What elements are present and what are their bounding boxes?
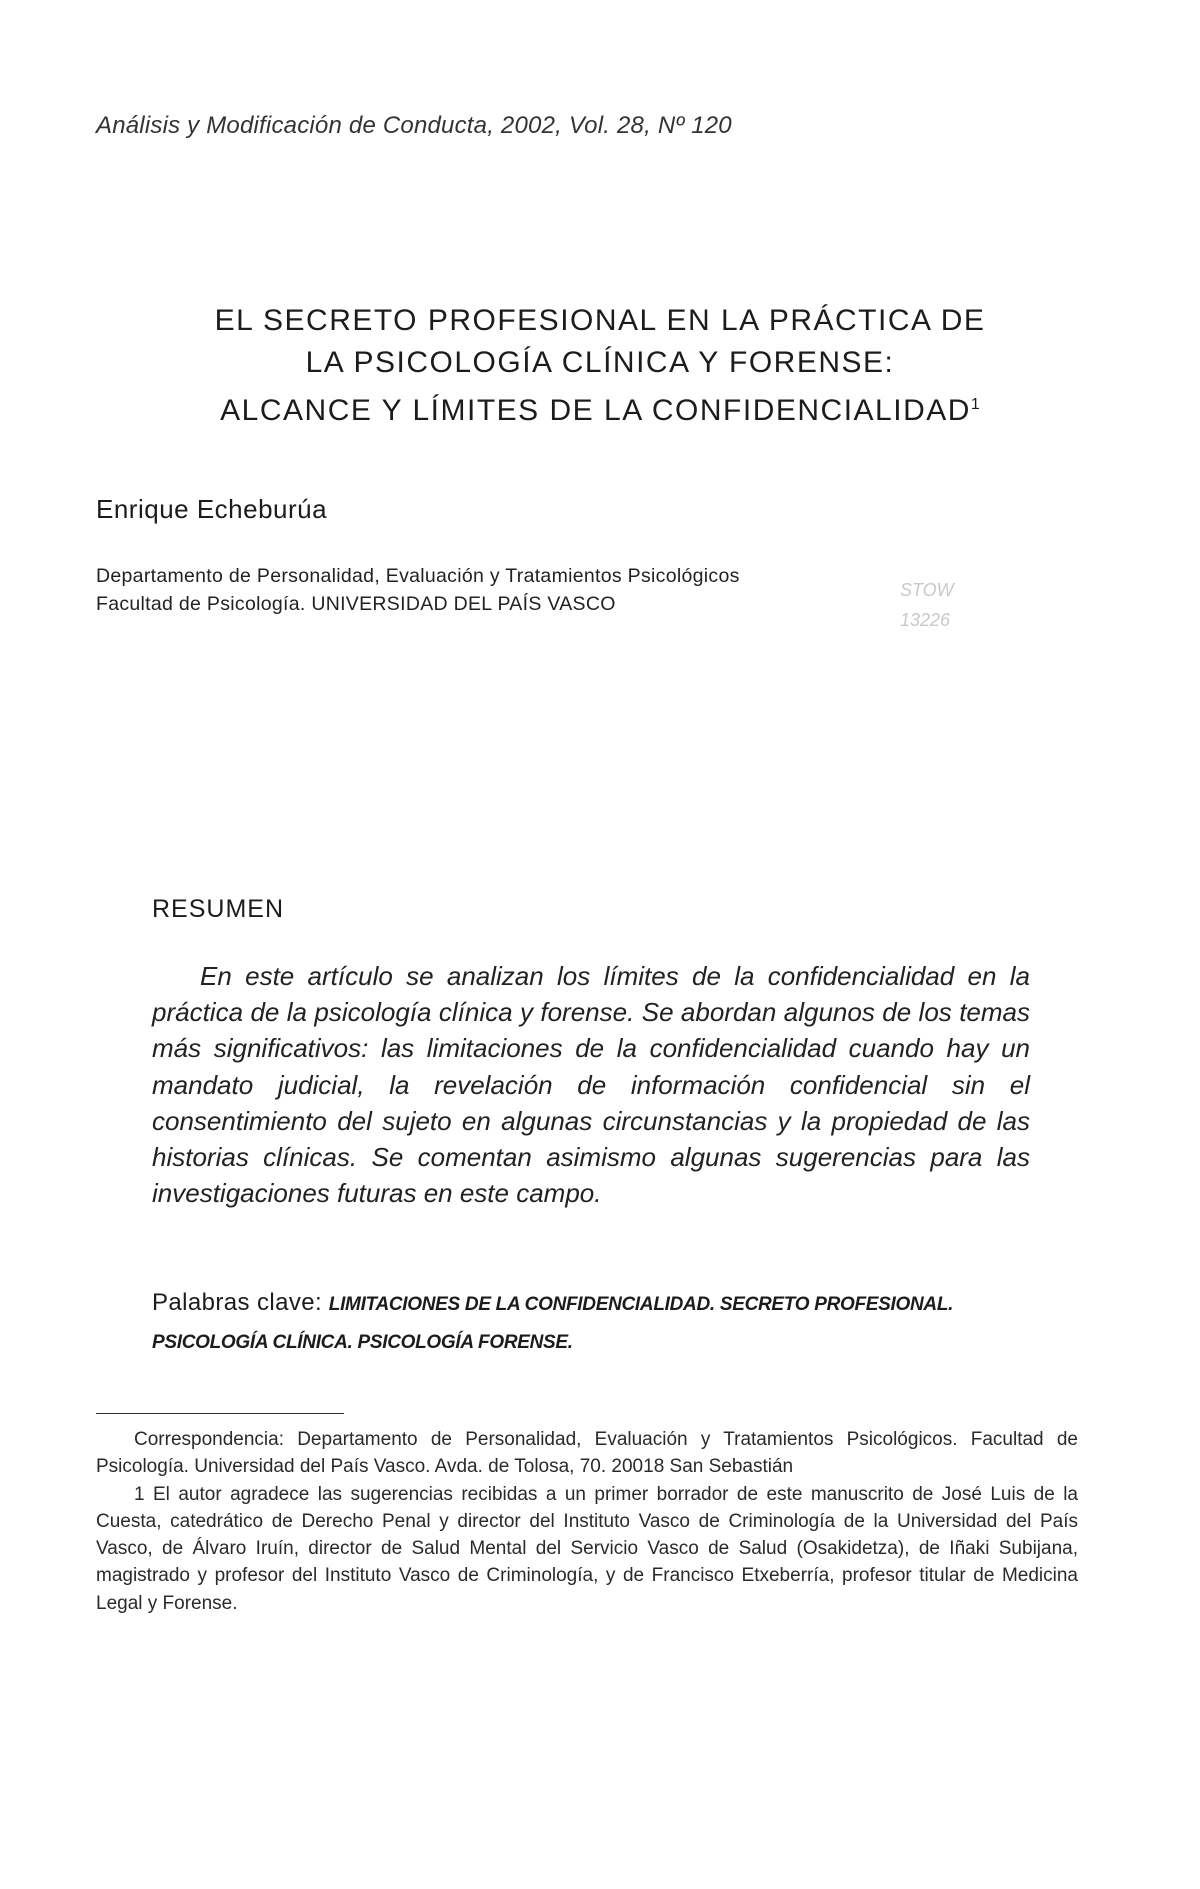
footnote-divider (96, 1413, 344, 1414)
stamp-line-2: 13226 (900, 610, 951, 630)
stamp-line-1: STOW (900, 580, 954, 600)
footnote-correspondence: Correspondencia: Departamento de Personalidad, Evaluación y Tratamientos Psicológicos. Facultad de Psicología. Universidad del País Vasco. Avda. de Tolosa, 70. 20018 San Sebastián (96, 1429, 1078, 1478)
title-line-3-text: ALCANCE Y LÍMITES DE LA CONFIDENCIALIDAD (220, 394, 971, 427)
journal-citation: Análisis y Modificación de Conducta, 2002, Vol. 28, Nº 120 (96, 112, 732, 139)
title-line-3 (100, 384, 1100, 432)
footnote-acknowledgement: 1 El autor agradece las sugerencias recibidas a un primer borrador de este manuscrito de José Luis de la Cuesta, catedrático de Derecho Penal y director del Instituto Vasco de Criminología de la Universidad del País Vasco, de Álvaro Iruín, director de Salud Mental del Servicio Vasco de Salud (Osakidetza), de Iñaki Subijana, magistrado y profesor del Instituto Vasco de Criminología, y de Francisco Etxeberría, profesor titular de Medicina Legal y Forense. (96, 1483, 1078, 1614)
keywords-values: LIMITACIONES DE LA CONFIDENCIALIDAD. SECRETO PROFESIONAL. PSICOLOGÍA CLÍNICA. PSICOLOGÍA FORENSE. (152, 1294, 954, 1353)
title-footnote-marker: 1 (970, 396, 980, 413)
abstract-text: En este artículo se analizan los límites de la confidencialidad en la práctica de la psicología clínica y forense. Se abordan algunos de los temas más significativos: las limitaciones de la confidencialidad cuando hay un mandato judicial, la revelación de información confidencial sin el consentimiento del sujeto en algunas circunstancias y la propiedad de las historias clínicas. Se comentan asimismo algunas sugerencias para las investigaciones futuras en este campo. (152, 961, 1030, 1209)
library-stamp (900, 575, 990, 635)
article-title (100, 300, 1100, 432)
abstract-heading: RESUMEN (152, 895, 285, 923)
title-line-2: LA PSICOLOGÍA CLÍNICA Y FORENSE: (305, 346, 895, 379)
author-affiliation (96, 562, 740, 618)
affiliation-line-1: Departamento de Personalidad, Evaluación y Tratamientos Psicológicos (96, 565, 740, 587)
title-line-1: EL SECRETO PROFESIONAL EN LA PRÁCTICA DE (214, 304, 986, 337)
author-name: Enrique Echeburúa (96, 494, 328, 524)
affiliation-line-2: Facultad de Psicología. UNIVERSIDAD DEL PAÍS VASCO (96, 593, 616, 615)
footnotes (96, 1426, 1078, 1617)
keywords (152, 1285, 1030, 1361)
keywords-label: Palabras clave: (152, 1289, 323, 1316)
